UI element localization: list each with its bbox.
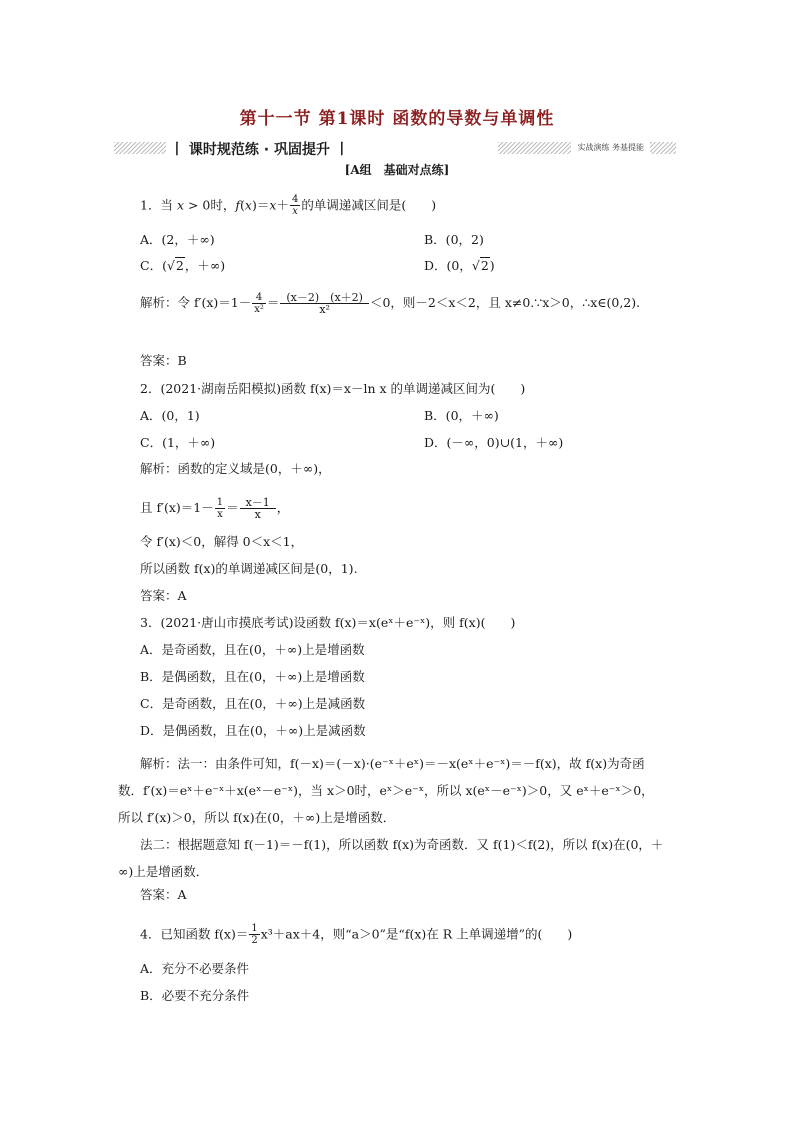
q1-option-b: B．(0，2) <box>424 232 484 247</box>
q1-option-a: A．(2，＋∞) <box>140 232 215 247</box>
var-f: f <box>235 197 241 213</box>
q1-solution-fraction-2: $\frac{(x-2) (x+2)}{\text{x²}}$ <box>280 292 369 315</box>
section-title: 丨 课时规范练 · 巩固提升 丨 <box>170 142 349 158</box>
q1-solution: 解析：令 f′(x)＝1－ $\frac{4}{\text{x²}}$ ＝ $\frac{(x-2) (x+2)}{\text{x²}}$ ＜0，则－2＜x＜2，且 x≠0.∵x＞0，∴x∈(0,2). <box>140 291 641 316</box>
banner-hatch-left <box>114 142 166 154</box>
q1-option-c: C．(√2，＋∞) <box>140 258 226 273</box>
q2-option-c: C．(1，＋∞) <box>140 435 216 450</box>
q3-option-b: B．是偶函数，且在(0，＋∞)上是增函数 <box>140 669 365 684</box>
q4-stem-fraction: $\frac{1}{2}$ <box>251 923 258 946</box>
q2-solution-fraction-2: $\frac{x-1}{x}$ <box>240 497 276 520</box>
var-x: x <box>176 197 184 213</box>
q1-option-d: D．(0，√2) <box>424 258 495 273</box>
q1-stem: 1．当 x > 0时，f(x)＝x＋ $\frac{4}{x}$ 的单调递减区间是( ) <box>140 194 437 217</box>
q2-solution-2: 且 f′(x)＝1－ $\frac{1}{x}$ ＝ $\frac{x-1}{x}$ ， <box>140 496 290 521</box>
q3-solution-method-2: 法二：根据题意知 f(－1)＝－f(1)，所以函数 f(x)为奇函数．又 f(1)＜f(2)，所以 f(x)在(0，＋∞)上是增函数． <box>118 837 664 879</box>
q2-solution-fraction-1: $\frac{1}{x}$ <box>216 496 224 520</box>
q3-option-a: A．是奇函数，且在(0，＋∞)上是增函数 <box>140 642 365 657</box>
q1-solution-fraction-1: $\frac{4}{\text{x²}}$ <box>254 291 264 315</box>
q2-option-d: D．(－∞，0)∪(1，＋∞) <box>424 435 564 450</box>
q2-option-b: B．(0，＋∞) <box>424 408 499 423</box>
q2-answer: 答案：A <box>140 588 187 603</box>
q4-option-a: A．充分不必要条件 <box>140 961 250 976</box>
section-tag: 实战演练 务基提能 <box>571 141 650 154</box>
section-banner <box>114 139 676 158</box>
q4-stem: 4．已知函数 f(x)＝ $\frac{1}{2}$ x³＋ax＋4，则“a＞0”是“f(x)在 R 上单调递增”的( ) <box>140 923 573 946</box>
q2-solution-4: 所以函数 f(x)的单调递减区间是(0，1). <box>140 561 358 576</box>
q3-option-d: D．是偶函数，且在(0，＋∞)上是减函数 <box>140 723 366 738</box>
q2-stem: 2．(2021·湖南岳阳模拟)函数 f(x)＝x－ln x 的单调递减区间为( ) <box>140 381 526 396</box>
q4-option-b: B．必要不充分条件 <box>140 988 250 1003</box>
q1-stem-fraction: $\frac{4}{x}$ <box>291 194 299 217</box>
page-title: 第十一节 第1课时 函数的导数与单调性 <box>239 109 555 129</box>
q2-solution-1: 解析：函数的定义域是(0，＋∞)， <box>140 461 331 476</box>
q2-option-a: A．(0，1) <box>140 408 200 423</box>
q1-answer: 答案：B <box>140 353 187 368</box>
q3-answer: 答案：A <box>140 887 187 902</box>
q3-stem: 3．(2021·唐山市摸底考试)设函数 f(x)＝x(eˣ＋e⁻ˣ)，则 f(x)( ) <box>140 615 516 630</box>
group-label: [A组 基础对点练] <box>344 163 450 177</box>
q3-solution-method-1: 解析：法一：由条件可知，f(－x)＝(－x)·(e⁻ˣ＋eˣ)＝－x(eˣ＋e⁻ˣ)＝－f(x)，故 f(x)为奇函数．f′(x)＝eˣ＋e⁻ˣ＋x(eˣ－e⁻ˣ)，当 x＞0时，eˣ＞e⁻ˣ，所以 x(eˣ－e⁻ˣ)＞0，又 eˣ＋e⁻ˣ＞0，所以 f′(x)＞0，所以 f(x)在(0，＋∞)上是增函数． <box>118 756 654 825</box>
q3-option-c: C．是奇函数，且在(0，＋∞)上是减函数 <box>140 696 366 711</box>
q2-solution-3: 令 f′(x)＜0，解得 0＜x＜1， <box>140 534 304 549</box>
